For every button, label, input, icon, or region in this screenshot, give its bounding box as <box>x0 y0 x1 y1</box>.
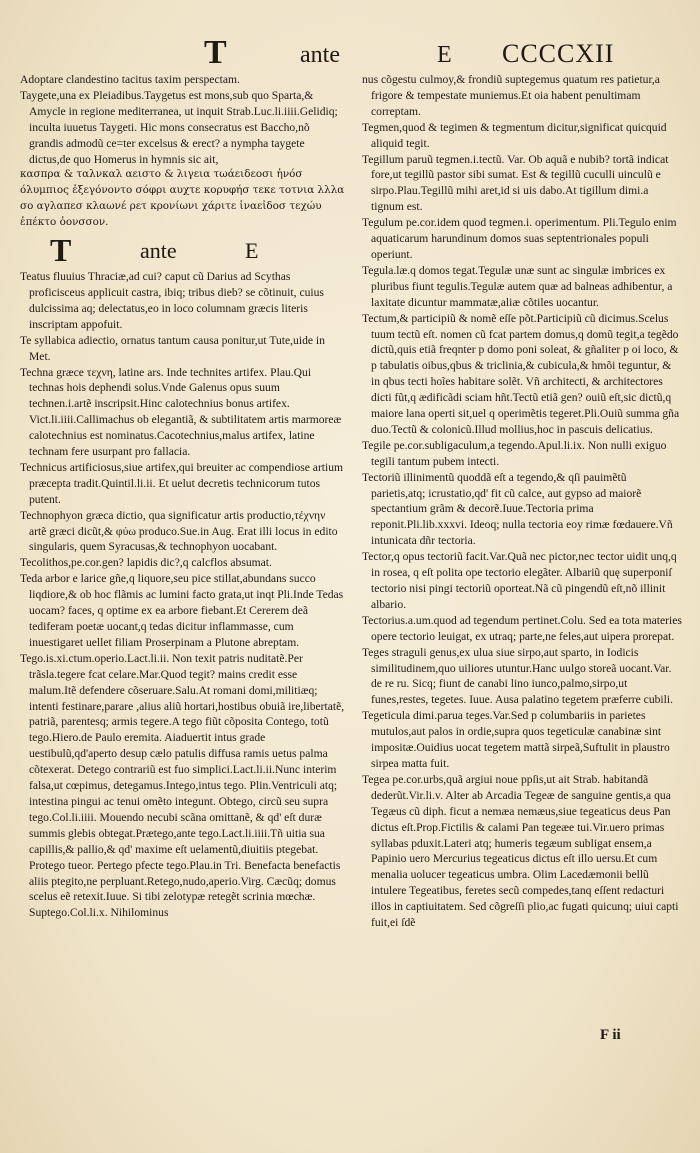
dictionary-entry: Tegmen,quod & tegimen & tegmentum dicitur,significat quicquid aliquid tegit. <box>362 120 667 150</box>
greek-quotation: κασπρα & ταλνκαλ αειστο & λιγεια τωάειδεοσι ἡνόσ όλυμπιος ἐξεγόνοντο σόφρι αυχτε κορυφήσ τεκε τοτνια λλλα σο αγλαπεσ κλαωνέ ρετ κρονίωνι χάριτε ἱναεἰδοσ τεχώυ ἐπέκτο ὀονσσον. <box>20 168 345 229</box>
dictionary-entry: Tectum,& participiũ & nomẽ eſſe põt.Participiũ cũ dicimus.Scelus tuum tectũ eſt. nomen cũ fcat partem domus,q domũ tegit,a tegẽdo dictũ,quis etiã freqnter p domo poni soleat, & gñaliter p oi loco, & p tabulatis oibus,qbus & triclinia,& cubicula,& hmõi teguntur, & in qbus tecti hoĩes habitare solẽt. Vñ architecti, & architectores dicti fũt,q ædificãdi sciam hñt.Tectũ etiã gen? ouiũ eſt,sic dictũ,q maiore lana operti sit,uel q operimẽtis tegeret.Pli.Ouiũ summa gña duo.Tectũ & colonicũ.Illud mollius,hoc in pascuis delicatius. <box>362 311 680 436</box>
header-word: ante <box>300 42 340 68</box>
header-initial: T <box>204 34 227 71</box>
dictionary-entry: Tegula.læ.q domos tegat.Tegulæ unæ sunt ac singulæ imbrices ex pluribus fiunt tegulis.Tegulæ autem quæ ad balneas adhibentur, a laxitate dicuntur mammatæ,aliæ cõtiles uocantur. <box>362 263 673 309</box>
dictionary-entry: Tego.is.xi.ctum.operio.Lact.li.ii. Non texit patris nuditatẽ.Per trãsla.tegere fcat celare.Mar.Quod tegit? mains credit esse malum.Itẽ defendere cõseruare.Salu.At romani domi,militiæq; intenti festinare,parare ,alius aliũ hortari,hostibus obuiã ire,libertatẽ, patriã, parentesq; armis tegere.A tego fiũt cõposita Contego, totũ tego.Hiero.de Paulo eremita. Aiaduertit intus grade uestibulũ,qd'aperto desup cælo patulis diffusa ramis uetus palma cõtexerat. Detego contrariũ est fuo simplici.Lact.li.ii.Nunc interim falsa,ut cœpimus, detegamus.Intego,intus tego. Plin.Ventriculi atq; intestina pingui ac tenui omẽto integunt. Obtego, circũ seu supra tego.Col.li.iiii. Mouendo necubi scãna omittanẽ, & qd' eſt duræ summis glebis obtegat.Prætego,ante tego.Lact.li.iiii.Tñ uitia sua capillis,& pallio,& qd' maxime eſt uelamentũ,diuitiis ptegebat. Protego tueor. Pertego pfecte tego.Plau.in Tri. Benefacta benefactis aliis ptegito,ne perpluant.Retego,nudo,aperio.Virg. Cæcũq; domus scelus eẽ retexit.Iuue. Si tibi zelotypæ retegẽt scrinia mœchæ. Suptego.Col.li.x. Nihilominus <box>20 651 345 920</box>
section-initial: T <box>50 232 72 269</box>
right-column <box>362 72 682 931</box>
dictionary-entry: Tegea pe.cor.urbs,quã argiui noue ppſis,ut ait Strab. habitandã dederũt.Vir.li.v. Alter ab Arcadia Tegeæ de sanguine gentis,a qua Tegæus cũ diph. ficut a nemæa nemæus,siue tegeaticus deus Pan dictus eſt.Prop.Fictilis & calami Pan tegeæe tui.Vir.uero primas syllabas pduxit.Lateri atq; humeris tegæum subligat ensem,a Papinio uero Mercurius tegeaticus dictus eſt illo uersu.Et cum menalia uolucer tegeaticus umbra. Olim Lacedæmonii bellũ intulere Tegeatibus, feretes secũ compedes,tanq eſſent redacturi illos in captiuitatem. Sed cõgreſſi plio,ac fugati quicunq; uiui capti fuit,ei ſdẽ <box>362 772 679 930</box>
dictionary-entry: nus cõgestu culmoy,& frondiũ suptegemus quatum res patietur,a frigore & tempestate muniemus.Et oia habent penultimam correptam. <box>362 73 660 118</box>
section-word: ante <box>140 238 177 264</box>
dictionary-entry: Tegile pe.cor.subligaculum,a tegendo.Apul.li.ix. Non nulli exiguo tegili tantum pubem intecti. <box>362 438 667 468</box>
dictionary-entry: Tegeticula dimi.parua teges.Var.Sed p columbariis in parietes mutulos,aut palos in ordie,supra quos tegeticulæ canabinæ sint impositæ.Ouidius uocat tegetem mattã sirpeã,Suftulit in plaustro sirpea matta fuit. <box>362 709 670 770</box>
header-letter: E <box>437 42 452 68</box>
dictionary-entry: Te syllabica adiectio, ornatus tantum causa ponitur,ut Tute,uide in Met. <box>20 333 325 363</box>
dictionary-entry: Teatus fluuius Thraciæ,ad cui? caput cũ Darius ad Scythas proficisceus applicuit castra, ibiq; tribus dieb? se cõtinuit, cuius dulcissima aq; delectatus,eo in loco columnam græcis literis inscriptam appofuit. <box>20 270 324 331</box>
dictionary-entry: Tegulum pe.cor.idem quod tegmen.i. operimentum. Pli.Tegulo enim aquaticarum harundinum domos suas septentrionales populi operiunt. <box>362 216 677 261</box>
signature-mark: F ii <box>600 1027 621 1043</box>
dictionary-entry: Taygete,una ex Pleiadibus.Taygetus est mons,sub quo Sparta,& Amycle in regione mediterranea, ut inquit Strab.Luc.li.iiii.Gelidiq; inculta iuuetus Taygeti. Hic mons consecratus est Baccho,nõ grandis admodũ ce=ter excelsus & erect? a nympha taygete dictus,de quo Homerus in hymnis sic ait, <box>20 88 338 166</box>
section-heading <box>20 233 345 269</box>
section-letter: E <box>245 238 259 264</box>
dictionary-entry: Technicus artificiosus,siue artifex,qui breuiter ac compendiose artium præcepta tradit.Quintil.li.ii. Et uelut decretis technicorum tutos putent. <box>20 460 344 506</box>
dictionary-entry: Technophyon græca dictio, qua significatur artis productio,τέχνην artẽ græci dicũt,& φύω produco.Sue.in Aug. Erat illi locus in edito singularis, quem Syracusas,& technophyon uocabant. <box>20 508 338 554</box>
dictionary-entry: Techna græce τεχνη, latine ars. Inde technites artifex. Plau.Qui technas hois dephendi solus.Vnde Galenus opus suum technen.i.artẽ inscripsit.Hinc calotechnius bonus artifex. Vict.li.iiii.Callimachus ob elegantiã, & subtilitatem artis marmoreæ calotechnius est nominatus.Cacotechnius,malus artifex, latine technam fere usurpant pro fallacia. <box>20 365 342 459</box>
dictionary-entry: Adoptare clandestino tacitus taxim perspectam. <box>20 73 240 86</box>
running-header <box>0 36 700 72</box>
dictionary-entry: Teda arbor e larice gñe,q liquore,seu pice stillat,abundans succo liqdiore,& ob hoc flãmis ac lumini facto grata,ut inqt Pli.Inde Tedas uocam? faces, q optime ex ea arbore fiebant.Et Cererem deã tediferam poetæ uocant,q tedas dicitur inflammasse, cum inuestigaret uellet filiam Proserpinam a Plutone abreptam. <box>20 572 344 649</box>
dictionary-entry: Tector,q opus tectoriũ facit.Var.Quã nec pictor,nec tector uidit unq,q in rosea, q eſt polita ope tectorio elegãter. Albariũ quę superponiſ tectorio nisi pingi tectoriũ oporteat.Nã cũ pingendũ eſt,nõ illinit albario. <box>362 550 677 611</box>
left-column <box>20 72 345 921</box>
dictionary-entry: Tectoriũ illinimentũ quoddã eſt a tegendo,& qſi pauimẽtũ parietis,atq; icrustatio,qd' fit cũ calce, aut gypso ad maiorẽ spectantium grãm & decorẽ.Iuue.Tectoria prima reponit.Pli.lib.xxxvi. Ideoq; nulla tectoria eoy rimæ fœdauere.Vñ intunicata dñr tectoria. <box>362 470 673 548</box>
folio-number: CCCCXII <box>502 39 615 68</box>
dictionary-entry: Tectorius.a.um.quod ad tegendum pertinet.Colu. Sed ea tota materies opere tectorio leuigat, ex utraq; parte,ne feles,aut uipera prorepat. <box>362 613 682 643</box>
dictionary-entry: Teges straguli genus,ex ulua siue sirpo,aut sparto, in Iodicis similitudinem,quo uiliores utuntur.Hanc uulgo storeã uocant.Var. de re ru. Sicq; fiunt de canabi lino iunco,palmo,sirpo,ut funes,restes, tegetes. Iuue. Ausa palatino tegetem præferre cubili. <box>362 645 673 707</box>
dictionary-entry: Tecolithos,pe.cor.gen? lapidis dic?,q calcflos absumat. <box>20 556 272 570</box>
dictionary-entry: Tegillum paruũ tegmen.i.tectũ. Var. Ob aquã e nubib? tortã indicat fore,ut tegillũ pastor sibi sumat. Est & tegillũ cuculli uinculũ e sirpo.Plau.Tegillũ mihi aret,id si uis dabo.At tigillum dimi.a tignum est. <box>362 152 669 214</box>
